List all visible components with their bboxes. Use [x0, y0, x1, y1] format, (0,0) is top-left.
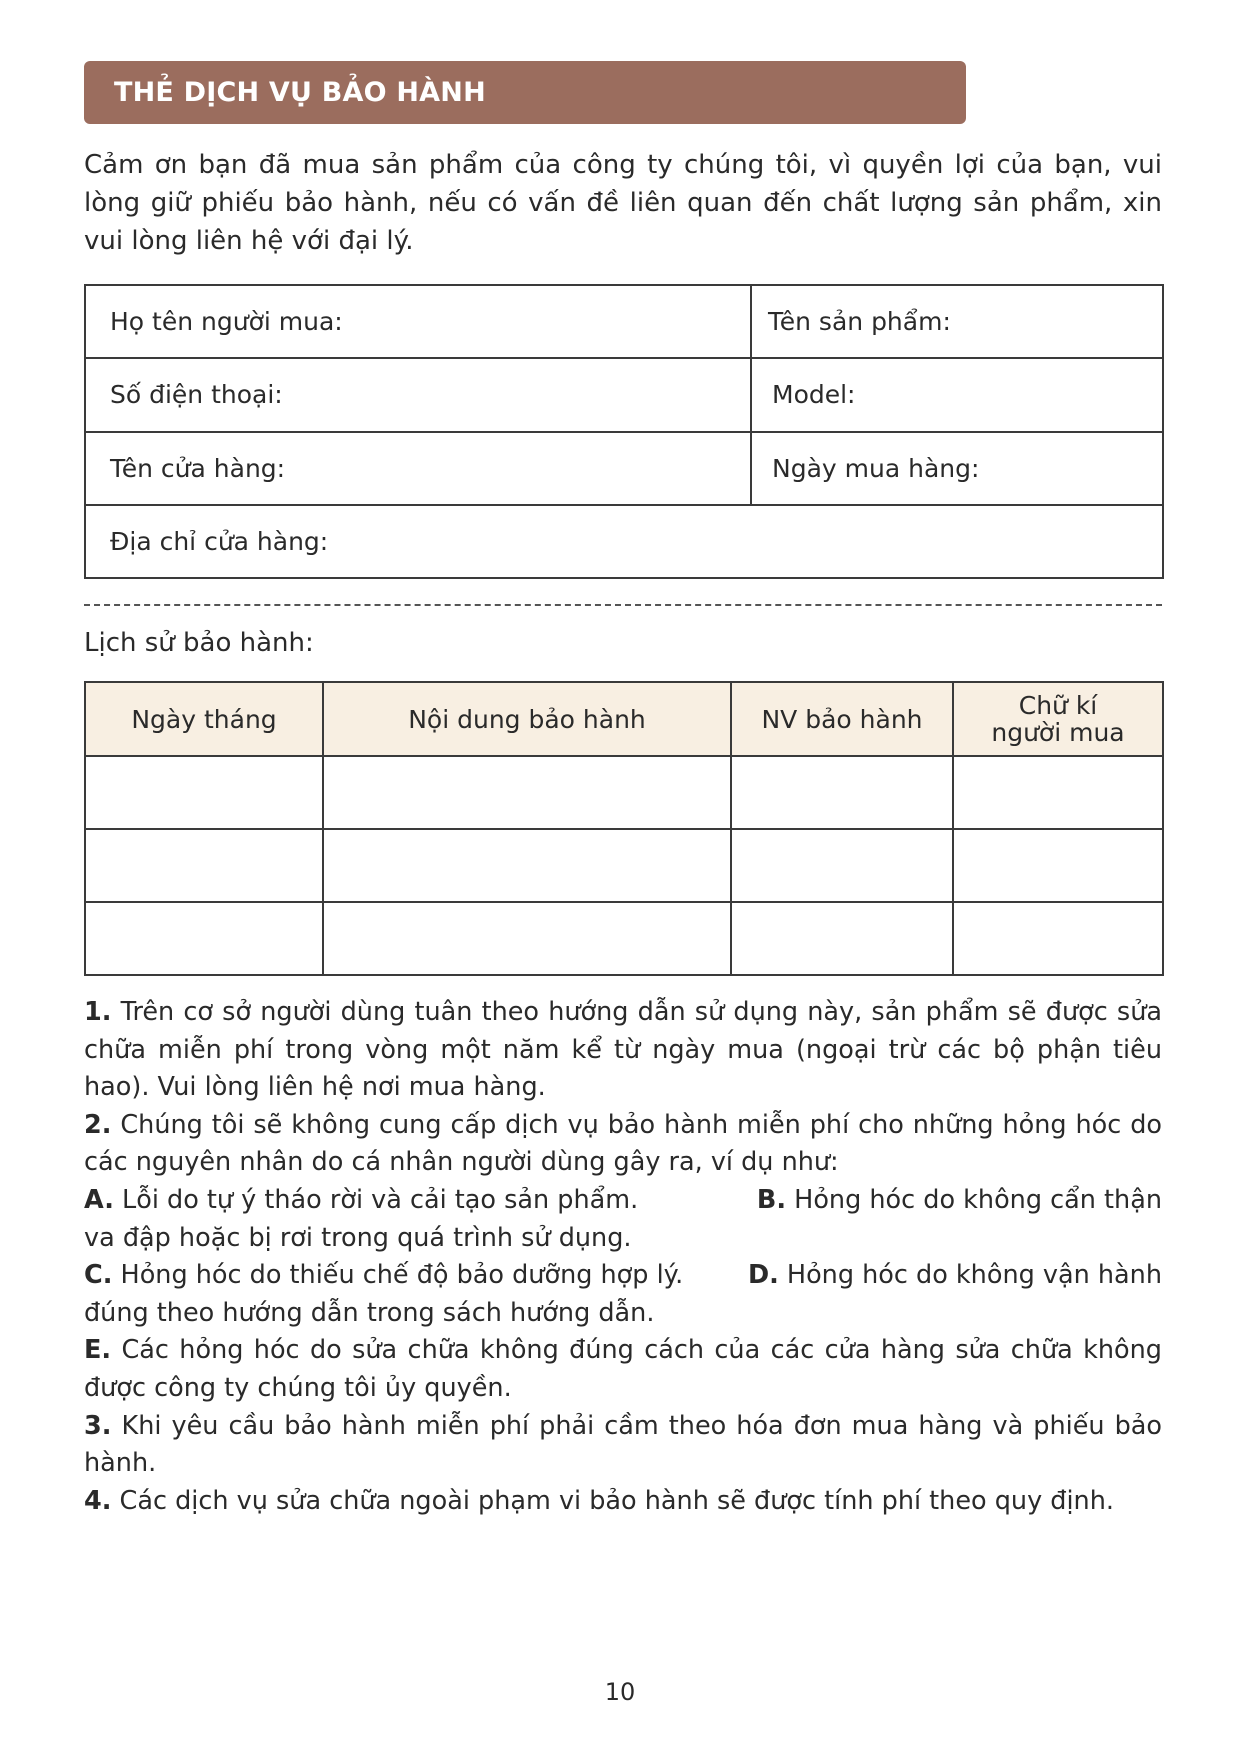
- table-cell: [953, 829, 1163, 902]
- exclusion-d: [748, 1257, 1162, 1295]
- term-1: [84, 994, 1162, 1107]
- exclusion-e-key: E.: [84, 1335, 112, 1366]
- store-address-field: Địa chỉ cửa hàng:: [85, 505, 1163, 578]
- header-signature-line1: Chữ kí: [1018, 691, 1098, 720]
- term-1-number: 1.: [84, 997, 112, 1027]
- header-signature-line2: người mua: [991, 718, 1125, 747]
- table-cell: [85, 902, 323, 975]
- table-cell: [323, 902, 731, 975]
- exclusion-a-text: Lỗi do tự ý tháo rời và cải tạo sản phẩm.: [122, 1184, 639, 1215]
- term-3-text: Khi yêu cầu bảo hành miễn phí phải cầm theo hóa đơn mua hàng và phiếu bảo hành.: [84, 1410, 1163, 1479]
- table-cell: [731, 829, 953, 902]
- exclusion-row-cd: [84, 1257, 1162, 1295]
- exclusion-d-key: D.: [747, 1260, 779, 1291]
- table-cell: [953, 902, 1163, 975]
- table-cell: [323, 829, 731, 902]
- exclusion-c-text: Hỏng hóc do thiếu chế độ bảo dưỡng hợp lý.: [120, 1260, 684, 1291]
- title-banner: [84, 61, 966, 124]
- intro-text: Cảm ơn bạn đã mua sản phẩm của công ty chúng tôi, vì quyền lợi của bạn, vui lòng giữ phiếu bảo hành, nếu có vấn đề liên quan đến chất lượng sản phẩm, xin vui lòng liên hệ với đại lý.: [84, 150, 1162, 256]
- table-row: [85, 902, 1163, 975]
- exclusion-c-key: C.: [84, 1260, 113, 1291]
- page-number: 10: [604, 1678, 636, 1706]
- term-2: [84, 1107, 1162, 1182]
- term-4-text: Các dịch vụ sửa chữa ngoài phạm vi bảo hành sẽ được tính phí theo quy định.: [119, 1485, 1114, 1516]
- warranty-history-label: Lịch sử bảo hành:: [84, 628, 314, 658]
- exclusion-e: [84, 1332, 1162, 1407]
- exclusion-c: [84, 1257, 683, 1295]
- header-date: Ngày tháng: [85, 682, 323, 756]
- exclusion-b-key: B.: [756, 1184, 787, 1215]
- exclusion-b: [757, 1182, 1162, 1220]
- term-4: [84, 1483, 1162, 1521]
- term-1-text: Trên cơ sở người dùng tuân theo hướng dẫn sử dụng này, sản phẩm sẽ được sửa chữa miễn phí trong vòng một năm kể từ ngày mua (ngoại trừ các bộ phận tiêu hao). Vui lòng liên hệ nơi mua hàng.: [84, 997, 1162, 1103]
- table-row: [85, 756, 1163, 829]
- term-4-number: 4.: [84, 1485, 112, 1516]
- cut-line-divider: [84, 604, 1162, 606]
- page-title: THẺ DỊCH VỤ BẢO HÀNH: [114, 77, 486, 108]
- table-cell: [731, 756, 953, 829]
- table-cell: [731, 902, 953, 975]
- table-cell: [953, 756, 1163, 829]
- buyer-name-field: Họ tên người mua:: [85, 285, 751, 358]
- store-name-field: Tên cửa hàng:: [85, 432, 751, 505]
- exclusion-row-ab: [84, 1182, 1162, 1220]
- warranty-history-table: [84, 681, 1164, 976]
- term-2-number: 2.: [84, 1109, 112, 1140]
- header-staff: NV bảo hành: [731, 682, 953, 756]
- exclusion-a-key: A.: [84, 1184, 114, 1215]
- term-3-number: 3.: [84, 1410, 112, 1441]
- term-3: [84, 1408, 1162, 1483]
- exclusion-d-text: Hỏng hóc do không vận hành: [786, 1260, 1162, 1291]
- table-cell: [85, 756, 323, 829]
- term-2-text: Chúng tôi sẽ không cung cấp dịch vụ bảo hành miễn phí cho những hỏng hóc do các nguyên nhân do cá nhân người dùng gây ra, ví dụ như:: [84, 1109, 1163, 1178]
- exclusion-b-text: Hỏng hóc do không cẩn thận: [794, 1184, 1162, 1215]
- exclusion-a: [84, 1182, 638, 1220]
- exclusion-e-text: Các hỏng hóc do sửa chữa không đúng cách của các cửa hàng sửa chữa không được công ty chúng tôi ủy quyền.: [84, 1335, 1162, 1403]
- product-name-field: Tên sản phẩm:: [751, 285, 1163, 358]
- header-signature: [953, 682, 1163, 756]
- table-row: [85, 829, 1163, 902]
- table-cell: [323, 756, 731, 829]
- header-content: Nội dung bảo hành: [323, 682, 731, 756]
- warranty-terms: [84, 994, 1162, 1520]
- phone-field: Số điện thoại:: [85, 358, 751, 431]
- exclusion-b-continued: va đập hoặc bị rơi trong quá trình sử dụng.: [84, 1222, 632, 1253]
- exclusion-d-continued: đúng theo hướng dẫn trong sách hướng dẫn.: [84, 1297, 655, 1328]
- model-field: Model:: [751, 358, 1163, 431]
- purchase-date-field: Ngày mua hàng:: [751, 432, 1163, 505]
- customer-info-table: [84, 284, 1164, 579]
- table-cell: [85, 829, 323, 902]
